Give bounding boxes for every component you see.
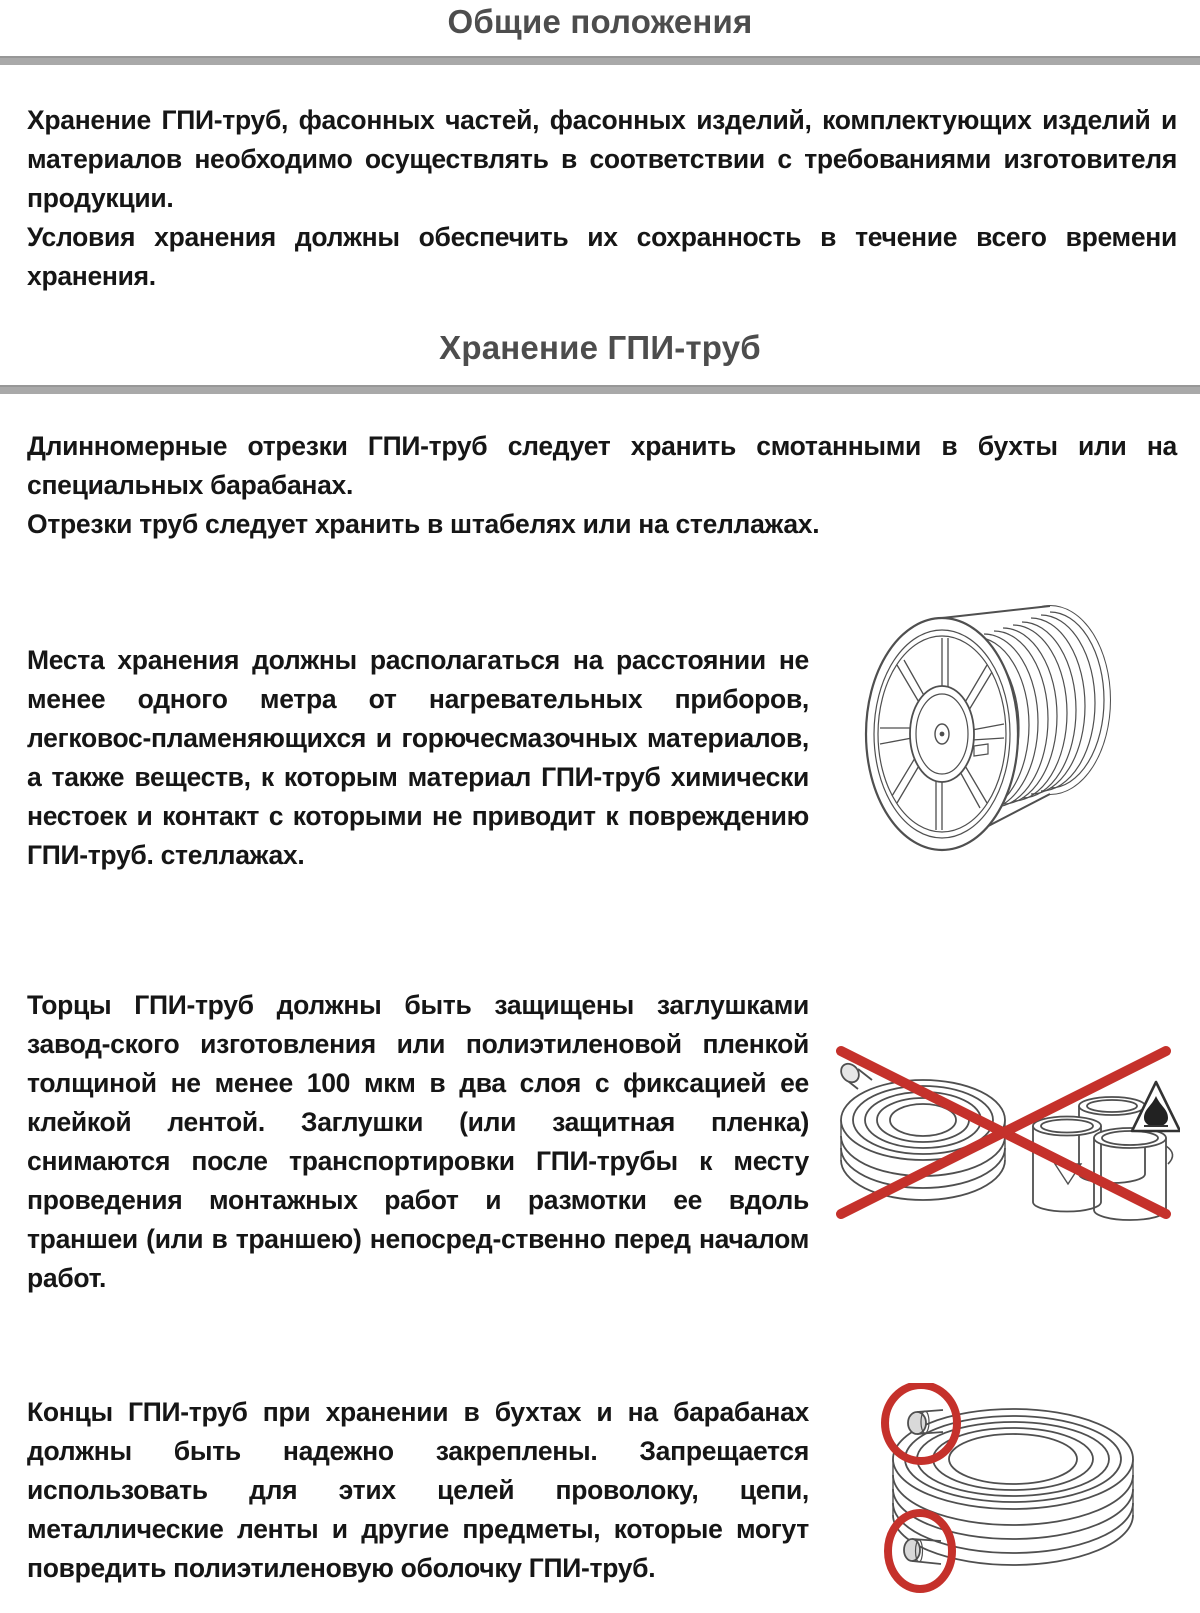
paragraph-storage-requirements: Хранение ГПИ-труб, фасонных частей, фасонных изделий, комплектующих изделий и материалов необходимо осуществлять в соответствии с требованиями изготовителя продукции. <box>27 105 1177 213</box>
paragraph-securing-ends: Концы ГПИ-труб при хранении в бухтах и на барабанах должны быть надежно закреплены. Запрещается использовать для этих целей проволоку, цепи, металлические ленты и другие предметы, которые могут повредить полиэтиленовую оболочку ГПИ-труб. <box>27 1397 809 1583</box>
divider-bar-storage <box>0 385 1200 394</box>
storage-intro-paragraphs <box>27 427 1177 544</box>
paragraph-coils-drums: Длинномерные отрезки ГПИ-труб следует хранить смотанными в бухты или на специальных барабанах. <box>27 431 1177 500</box>
secured-coil-drawing <box>865 1383 1142 1595</box>
drum-flange <box>866 618 1018 850</box>
secured-coil-illustration <box>865 1383 1142 1595</box>
general-paragraphs <box>27 101 1177 296</box>
paragraph-storage-conditions: Условия хранения должны обеспечить их сохранность в течение всего времени хранения. <box>27 222 1177 291</box>
paragraph-distance-requirements: Места хранения должны располагаться на расстоянии не менее одного метра от нагревательных приборов, легковос-пламеняющихся и горючесмазочных материалов, а также веществ, к которым материал ГПИ-труб химически нестоек и контакт с которыми не приводит к повреждению ГПИ-труб. стеллажах. <box>27 645 809 870</box>
storage-endcaps-block <box>27 986 809 1298</box>
pipe-end-plug-bottom <box>904 1539 941 1564</box>
prohibition-drawing <box>827 1042 1180 1223</box>
cable-drum-illustration <box>858 588 1114 856</box>
cable-drum-drawing <box>858 588 1114 856</box>
storage-securing-block <box>27 1393 809 1588</box>
paragraph-stacks-racks: Отрезки труб следует хранить в штабелях или на стеллажах. <box>27 509 820 539</box>
divider-bar-top <box>0 56 1200 65</box>
section-title-general: Общие положения <box>447 3 753 40</box>
prohibition-illustration <box>827 1042 1180 1223</box>
paragraph-end-caps: Торцы ГПИ-труб должны быть защищены заглушками завод-ского изготовления или полиэтиленовой пленкой толщиной не менее 100 мкм в два слоя с фиксацией ее клейкой лентой. Заглушки (или защитная пленка) снимаются после транспортировки ГПИ-трубы к месту проведения монтажных работ и размотки ее вдоль траншеи (или в траншею) непосред-ственно перед началом работ. <box>27 990 809 1293</box>
section-title-storage: Хранение ГПИ-труб <box>439 329 761 366</box>
storage-distance-block <box>27 641 809 875</box>
